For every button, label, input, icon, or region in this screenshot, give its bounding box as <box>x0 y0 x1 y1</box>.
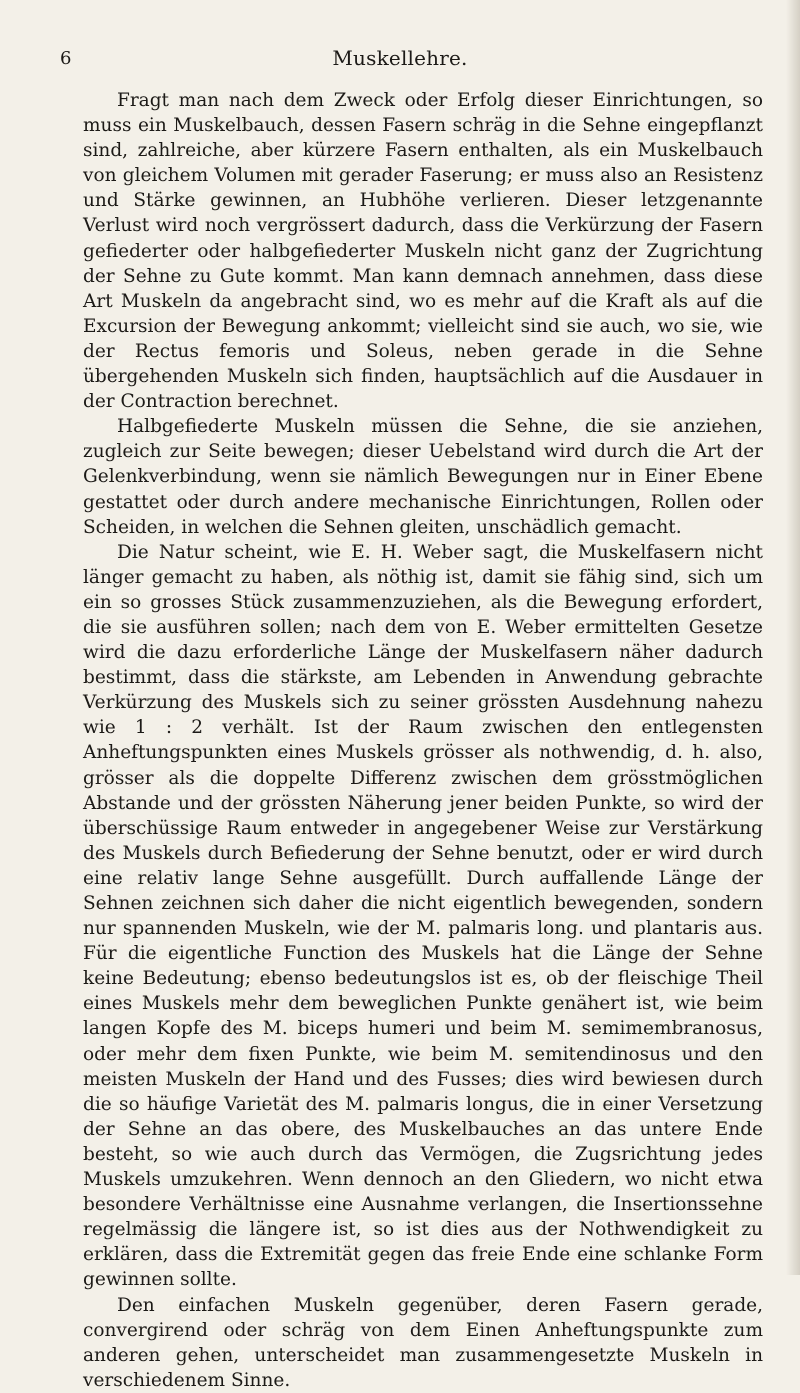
paragraph: Den einfachen Muskeln gegenüber, deren Fasern gerade, convergirend oder schräg von dem Einen Anheftungspunkte zum anderen gehen, unterscheidet man zusammengesetzte Muskeln in verschiedenem Sinne. <box>83 1294 763 1391</box>
paragraph: Halbgefiederte Muskeln müssen die Sehne, die sie anziehen, zugleich zur Seite bewegen; dieser Uebelstand wird durch die Art der Gelenkverbindung, wenn sie nämlich Bewegungen nur in Einer Ebene gestattet oder durch andere mechanische Einrichtungen, Rollen oder Scheiden, in welchen die Sehnen gleiten, unschädlich gemacht. <box>83 416 763 538</box>
paragraph: Die Natur scheint, wie E. H. Weber sagt, die Muskelfasern nicht länger gemacht zu haben, als nöthig ist, damit sie fähig sind, sich um ein so grosses Stück zusammenzuziehen, als die Bewegung erfordert, die sie ausführen sollen; nach dem von E. Weber ermittelten Gesetze wird die dazu erforderliche Länge der Muskelfasern näher dadurch bestimmt, dass die stärkste, am Lebenden in Anwendung gebrachte Verkürzung des Muskels sich zu seiner grössten Ausdehnung nahezu wie 1 : 2 verhält. Ist der Raum zwischen den entlegensten Anheftungspunkten eines Muskels grösser als nothwendig, d. h. also, grösser als die doppelte Differenz zwischen dem grösstmöglichen Abstande und der grössten Näherung jener beiden Punkte, so wird der überschüssige Raum entweder in angegebener Weise zur Verstärkung des Muskels durch Befiederung der Sehne benutzt, oder er wird durch eine relativ lange Sehne ausgefüllt. Durch auffallende Länge der Sehnen zeichnen sich daher die nicht eigentlich bewegenden, sondern nur spannenden Muskeln, wie der M. palmaris long. und plantaris aus. Für die eigentliche Function des Muskels hat die Länge der Sehne keine Bedeutung; ebenso bedeutungslos ist es, ob der fleischige Theil eines Muskels mehr dem beweglichen Punkte genähert ist, wie beim langen Kopfe des M. biceps humeri und beim M. semimembranosus, oder mehr dem fixen Punkte, wie beim M. semitendinosus und den meisten Muskeln der Hand und des Fusses; dies wird bewiesen durch die so häufige Varietät des M. palmaris longus, die in einer Versetzung der Sehne an das obere, des Muskelbauches an das untere Ende besteht, so wie auch durch das Vermögen, die Zugsrichtung jedes Muskels umzukehren. Wenn dennoch an den Gliedern, wo nicht etwa besondere Verhältnisse eine Ausnahme verlangen, die Insertionssehne regelmässig die längere ist, so ist dies aus der Nothwendigkeit zu erklären, dass die Extremität gegen das freie Ende eine schlanke Form gewinnen sollte. <box>83 541 763 1291</box>
page-number: 6 <box>60 48 72 69</box>
running-head: Muskellehre. <box>332 46 468 70</box>
paragraph: Fragt man nach dem Zweck oder Erfolg dieser Einrichtungen, so muss ein Muskelbauch, dessen Fasern schräg in die Sehne eingepflanzt sind, zahlreiche, aber kürzere Fasern enthalten, als ein Muskelbauch von gleichem Volumen mit gerader Faserung; er muss also an Resistenz und Stärke gewinnen, an Hubhöhe verlieren. Dieser letzgenannte Verlust wird noch vergrössert dadurch, dass die Verkürzung der Fasern gefiederter oder halbgefiederter Muskeln nicht ganz der Zugrichtung der Sehne zu Gute kommt. Man kann demnach annehmen, dass diese Art Muskeln da angebracht sind, wo es mehr auf die Kraft als auf die Excursion der Bewegung ankommt; vielleicht sind sie auch, wo sie, wie der Rectus femoris und Soleus, neben gerade in die Sehne übergehenden Muskeln sich finden, hauptsächlich auf die Ausdauer in der Contraction berechnet. <box>83 90 763 413</box>
body-text <box>83 88 763 1393</box>
page-edge-shadow <box>786 0 800 1275</box>
